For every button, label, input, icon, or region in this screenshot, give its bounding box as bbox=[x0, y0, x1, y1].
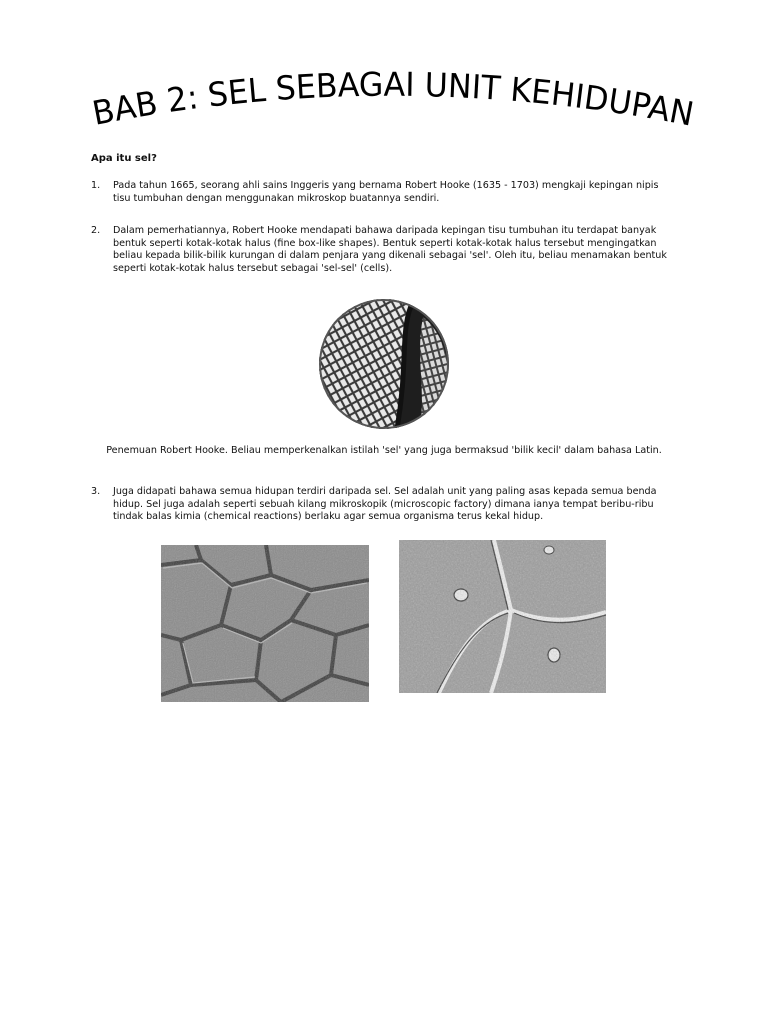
animal-cells-micrograph-icon bbox=[399, 540, 606, 693]
section-heading: Apa itu sel? bbox=[91, 153, 157, 164]
plant-cells-micrograph-icon bbox=[161, 545, 369, 702]
chapter-title-text: BAB 2: SEL SEBAGAI UNIT KEHIDUPAN bbox=[89, 64, 698, 134]
chapter-title bbox=[80, 64, 710, 140]
cork-cells-micrograph-icon bbox=[319, 299, 449, 429]
list-item-number: 3. bbox=[91, 486, 101, 497]
list-item-number: 1. bbox=[91, 180, 101, 191]
list-item bbox=[91, 225, 671, 275]
list-item-text: Dalam pemerhatiannya, Robert Hooke mendapati bahawa daripada kepingan tisu tumbuhan itu terdapat banyak bentuk seperti kotak-kotak halus (fine box-like shapes). Bentuk seperti kotak-kotak halus tersebut mengingatkan beliau kepada bilik-bilik kurungan di dalam penjara yang dikenali sebagai 'sel'. Oleh itu, beliau menamakan bentuk seperti kotak-kotak halus tersebut sebagai 'sel-sel' (cells). bbox=[113, 225, 667, 274]
list-item bbox=[91, 180, 671, 205]
figure-caption: Penemuan Robert Hooke. Beliau memperkenalkan istilah 'sel' yang juga bermaksud 'bilik kecil' dalam bahasa Latin. bbox=[106, 445, 662, 456]
animal-cells-figure bbox=[399, 540, 606, 693]
list-item bbox=[91, 486, 671, 524]
list-item-text: Pada tahun 1665, seorang ahli sains Inggeris yang bernama Robert Hooke (1635 - 1703) mengkaji kepingan nipis tisu tumbuhan dengan menggunakan mikroskop buatannya sendiri. bbox=[113, 180, 659, 204]
micrograph-caption-faint bbox=[455, 698, 580, 702]
cork-cells-figure bbox=[319, 299, 449, 429]
list-item-text: Juga didapati bahawa semua hidupan terdiri daripada sel. Sel adalah unit yang paling asas kepada semua benda hidup. Sel juga adalah seperti sebuah kilang mikroskopik (microscopic factory) dimana ianya tempat beribu-ribu tindak balas kimia (chemical reactions) berlaku agar semua organisma terus kekal hidup. bbox=[113, 486, 657, 523]
plant-cells-figure bbox=[161, 545, 369, 702]
list-item-number: 2. bbox=[91, 225, 101, 236]
